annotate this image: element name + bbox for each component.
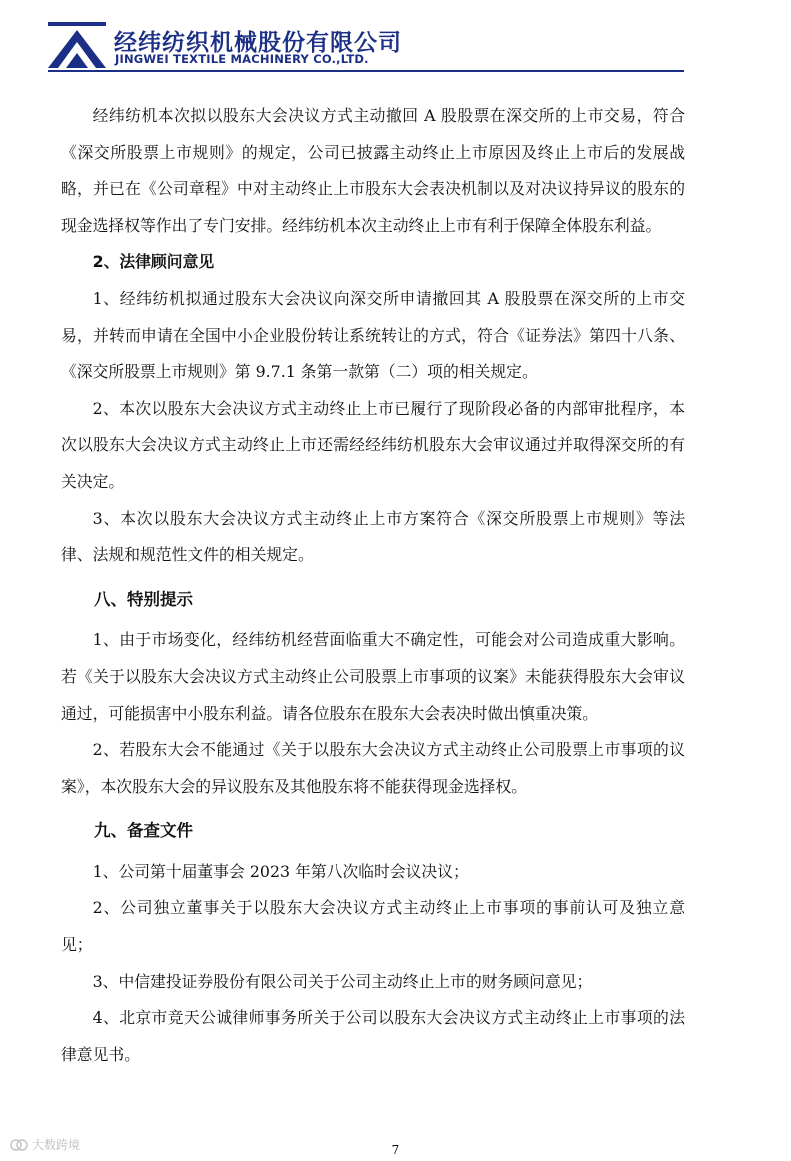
jingwei-logo-icon [48, 20, 106, 68]
special-notice-item-1: 1、由于市场变化，经纬纺机经营面临重大不确定性，可能会对公司造成重大影响。若《关于以股东大会决议方式主动终止公司股票上市事项的议案》未能获得股东大会审议通过，可能损害中小股东利益。请各位股东在股东大会表决时做出慎重决策。 [61, 630, 685, 723]
header-divider [48, 70, 684, 72]
reference-doc-3: 3、中信建投证券股份有限公司关于公司主动终止上市的财务顾问意见； [92, 971, 593, 991]
company-name-en: JINGWEI TEXTILE MACHINERY CO.,LTD. [115, 52, 369, 66]
reference-doc-4: 4、北京市竞天公诚律师事务所关于公司以股东大会决议方式主动终止上市事项的法律意见书。 [61, 1008, 685, 1064]
reference-doc-2: 2、公司独立董事关于以股东大会决议方式主动终止上市事项的事前认可及独立意见； [61, 898, 685, 955]
legal-opinion-item-1: 1、经纬纺机拟通过股东大会决议向深交所申请撤回其 A 股股票在深交所的上市交易，并转而申请在全国中小企业股份转让系统转让的方式，符合《证券法》第四十八条、《深交所股票上市规则》第 9.7.1 条第一款第（二）项的相关规定。 [61, 288, 685, 382]
page-number: 7 [391, 1143, 400, 1157]
watermark-text: 大数跨境 [32, 1138, 81, 1152]
legal-opinion-item-2: 2、本次以股东大会决议方式主动终止上市已履行了现阶段必备的内部审批程序，本次以股东大会决议方式主动终止上市还需经经纬纺机股东大会审议通过并取得深交所的有关决定。 [61, 398, 685, 491]
section-9-heading: 九、备查文件 [94, 821, 193, 841]
paragraph-conclusion: 经纬纺机本次拟以股东大会决议方式主动撤回 A 股股票在深交所的上市交易，符合《深交所股票上市规则》的规定，公司已披露主动终止上市原因及终止上市后的发展战略，并已在《公司章程》中对主动终止上市股东大会表决机制以及对决议持异议的股东的现金选择权等作出了专门安排。经纬纺机本次主动终止上市有利于保障全体股东利益。 [61, 106, 685, 235]
special-notice-item-2: 2、若股东大会不能通过《关于以股东大会决议方式主动终止公司股票上市事项的议案》，本次股东大会的异议股东及其他股东将不能获得现金选择权。 [61, 740, 685, 796]
legal-opinion-item-3: 3、本次以股东大会决议方式主动终止上市方案符合《深交所股票上市规则》等法律、法规和规范性文件的相关规定。 [61, 508, 685, 565]
reference-doc-1: 1、公司第十届董事会 2023 年第八次临时会议决议； [92, 861, 469, 881]
company-name-cn: 经纬纺织机械股份有限公司 [114, 30, 402, 56]
document-body [61, 98, 685, 1073]
section-8-heading: 八、特别提示 [94, 589, 193, 609]
page-header [0, 0, 791, 78]
legal-opinion-heading: 2、法律顾问意见 [92, 252, 215, 272]
